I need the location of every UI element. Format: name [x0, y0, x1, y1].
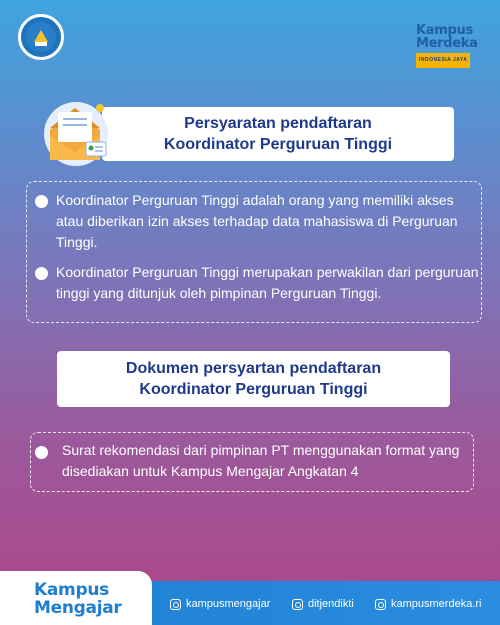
social-handle: kampusmerdeka.ri — [391, 598, 482, 610]
section2-title-line2: Koordinator Perguruan Tinggi — [139, 381, 368, 398]
section2-title-line1: Dokumen persyartan pendaftaran — [125, 360, 382, 377]
section1-title-card — [102, 107, 454, 161]
kampus-mengajar-logo-line2: Mengajar — [34, 598, 122, 618]
kampus-merdeka-logo — [416, 24, 486, 68]
list-item — [35, 440, 465, 482]
bullet-dot-icon — [35, 446, 48, 459]
list-item — [35, 190, 480, 253]
bullet-dot-icon — [35, 267, 48, 280]
section1-title-line2: Koordinator Perguruan Tinggi — [163, 136, 393, 153]
section1-title-line1: Persyaratan pendaftaran — [184, 115, 372, 132]
social-link-kampusmerdeka[interactable] — [375, 598, 481, 610]
instagram-icon — [375, 599, 386, 610]
kampus-merdeka-tagline: INDONESIA JAYA — [416, 53, 470, 68]
bullet-text: Surat rekomendasi dari pimpinan PT menggunakan format yang disediakan untuk Kampus Mengajar Angkatan 4 — [62, 442, 460, 479]
social-link-ditjendikti[interactable] — [292, 598, 354, 610]
social-handle: ditjendikti — [308, 598, 354, 610]
kampus-merdeka-logo-line2: Merdeka — [416, 36, 478, 51]
section2-title-card — [57, 351, 450, 407]
kampus-mengajar-logo-line1: Kampus — [34, 580, 109, 600]
instagram-icon — [292, 599, 303, 610]
social-handle: kampusmengajar — [186, 598, 271, 610]
instagram-icon — [170, 599, 181, 610]
social-link-kampusmengajar[interactable] — [170, 598, 270, 610]
list-item — [35, 262, 480, 304]
bullet-text: Koordinator Perguruan Tinggi adalah orang yang memiliki akses atau diberikan izin akses terhadap data mahasiswa di Perguruan Tinggi. — [56, 192, 458, 250]
kampus-merdeka-logo-line1: Kampus — [416, 23, 473, 38]
tut-wuri-handayani-logo — [18, 14, 64, 60]
bullet-text: Koordinator Perguruan Tinggi merupakan perwakilan dari perguruan tinggi yang ditunjuk oleh pimpinan Perguruan Tinggi. — [56, 264, 479, 301]
bullet-dot-icon — [35, 195, 48, 208]
envelope-icon — [36, 96, 116, 170]
